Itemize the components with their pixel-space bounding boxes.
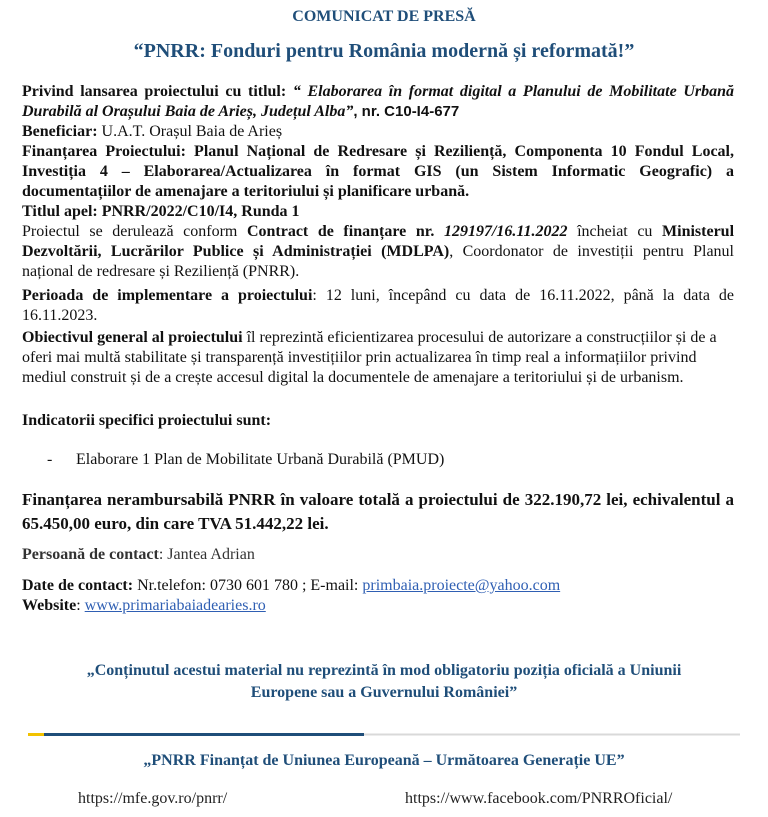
website-label: Website (22, 597, 77, 614)
website-line (22, 596, 734, 616)
contract-label: Contract de finanțare nr. (246, 223, 444, 240)
indicators-heading: Indicatorii specifici proiectului sunt: (22, 412, 272, 429)
contract-pre: Proiectul se derulează conform (22, 223, 247, 240)
beneficiary-line (22, 122, 734, 142)
beneficiary-value: U.A.T. Orașul Baia de Arieș (97, 123, 283, 140)
launch-label: Privind lansarea proiectului cu titlul: (22, 83, 287, 100)
beneficiary-label: Beneficiar: (22, 123, 98, 140)
objective-value: îl reprezintă eficientizarea procesului de autorizare a construcțiilor și de a oferi mai multă stabilitate și transparență investițiilor prin actualizarea în timp real a informațiilor privind mediul construit și de a crește accesul digital la documentele de amenajare a teritoriului și de urbanism. (22, 329, 717, 386)
contact-person-value: : Jantea Adrian (158, 546, 255, 563)
footer-link-facebook[interactable]: https://www.facebook.com/PNRROficial/ (405, 790, 673, 807)
disclaimer-line-2: Europene sau a Guvernului României” (250, 684, 518, 701)
contact-phone: Nr.telefon: 0730 601 780 ; E-mail: (133, 577, 363, 594)
contract-mid: încheiat cu (567, 223, 663, 240)
footer-tagline: „PNRR Finanțat de Uniunea Europeană – Următoarea Generație UE” (143, 752, 625, 769)
contact-person-line (22, 545, 734, 565)
indicator-bullet: - (47, 451, 53, 468)
project-title-paragraph (22, 82, 734, 122)
period-value: : 12 luni, începând cu data de 16.11.2022, până la data de 16.11.2023. (22, 287, 735, 324)
funding-paragraph: Finanțarea nerambursabilă PNRR în valoare totală a proiectului de 322.190,72 lei, echivalentul a 65.450,00 euro, din care TVA 51.442,22 lei. (22, 490, 734, 533)
project-title: “ Elaborarea în format digital a Planului de Mobilitate Urbană Durabilă al Orașului Baia de Arieș, Județul Alba” (22, 83, 734, 120)
objective-paragraph (22, 328, 734, 388)
press-release-heading: COMUNICAT DE PRESĂ (292, 8, 476, 25)
footer-rule-grey (364, 734, 740, 736)
email-link[interactable]: primbaia.proiecte@yahoo.com (362, 577, 561, 594)
disclaimer-line-1: „Conținutul acestui material nu reprezintă în mod obligatoriu poziția oficială a Uniunii (86, 662, 682, 679)
indicator-item (47, 450, 444, 470)
footer-link-mfe[interactable]: https://mfe.gov.ro/pnrr/ (78, 790, 228, 807)
contract-paragraph (22, 222, 734, 282)
financing-paragraph: Finanțarea Proiectului: Planul Național de Redresare și Reziliență, Componenta 10 Fondul Local, Investiția 4 – Elaborarea/Actualizarea în format GIS (un Sistem Informatic Geografic) a documentațiilor de amenajare a teritoriului și planificare urbană. (22, 143, 734, 200)
contact-person-label: Persoană de contact (22, 546, 159, 563)
contact-details-line (22, 576, 734, 596)
footer-divider (28, 732, 740, 737)
period-label: Perioada de implementare a proiectului (22, 287, 313, 304)
footer-rule-main (44, 733, 364, 736)
ministry-name: Ministerul Dezvoltării, Lucrărilor Publice și Administrației (MDLPA) (22, 223, 735, 260)
objective-label: Obiectivul general al proiectului (22, 329, 243, 346)
implementation-period (22, 286, 734, 326)
footer-rule-accent (28, 733, 44, 736)
contract-post: , Coordonator de investiții pentru Planul național de redresare și Reziliență (PNRR). (22, 243, 734, 280)
call-title: Titlul apel: PNRR/2022/C10/I4, Runda 1 (22, 203, 300, 220)
contract-number: 129197/16.11.2022 (443, 223, 568, 240)
indicator-text: Elaborare 1 Plan de Mobilitate Urbană Durabilă (PMUD) (76, 451, 445, 468)
contact-details-label: Date de contact: (22, 577, 134, 594)
page-subtitle: “PNRR: Fonduri pentru România modernă și reformată!” (133, 40, 635, 62)
website-sep: : (76, 597, 85, 614)
website-link[interactable]: www.primariabaiadearies.ro (84, 597, 266, 614)
project-code: , nr. C10-I4-677 (353, 103, 460, 120)
